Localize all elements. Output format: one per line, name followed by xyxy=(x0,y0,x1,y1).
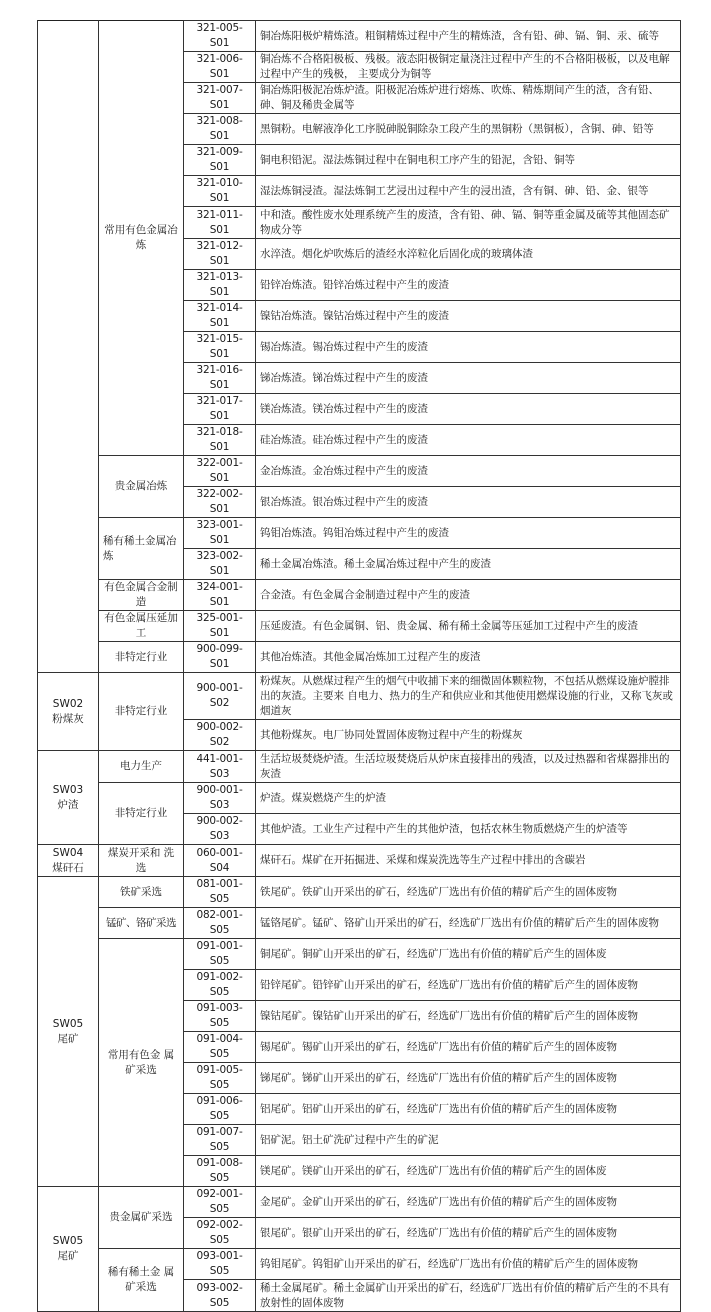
desc-cell: 粉煤灰。从燃煤过程产生的烟气中收捕下来的细微固体颗粒物，不包括从燃煤设施炉膛排出的灰渣。主要来 自电力、热力的生产和供应业和其他使用燃煤设施的行业，又称飞灰或烟道灰 xyxy=(256,673,681,720)
desc-cell: 金冶炼渣。金冶炼过程中产生的废渣 xyxy=(256,456,681,487)
desc-cell: 钨钼尾矿。钨钼矿山开采出的矿石，经选矿厂选出有价值的精矿后产生的固体废物 xyxy=(256,1249,681,1280)
table-row xyxy=(38,642,681,673)
code-cell: 321-006-S01 xyxy=(184,52,256,83)
industry-cell: 电力生产 xyxy=(99,751,184,783)
desc-cell: 银冶炼渣。银冶炼过程中产生的废渣 xyxy=(256,487,681,518)
table-row xyxy=(38,877,681,908)
desc-cell: 铜冶炼阳极炉精炼渣。粗铜精炼过程中产生的精炼渣，含有铅、砷、镉、铜、汞、硫等 xyxy=(256,21,681,52)
industry-label: 常用有色金属冶炼 xyxy=(104,224,178,251)
table-row xyxy=(38,611,681,642)
code-cell: 322-002-S01 xyxy=(184,487,256,518)
sw01-continued-group xyxy=(38,21,681,673)
code-cell: 321-007-S01 xyxy=(184,83,256,114)
industry-cell: 稀有稀土金 属矿采选 xyxy=(99,1249,184,1312)
industry-cell: 非特定行业 xyxy=(99,783,184,845)
sw04-group xyxy=(38,845,681,877)
desc-cell: 铁尾矿。铁矿山开采出的矿石，经选矿厂选出有价值的精矿后产生的固体废物 xyxy=(256,877,681,908)
category-cell xyxy=(38,1187,99,1312)
industry-cell: 有色金属压延加工 xyxy=(99,611,184,642)
code-cell: 321-018-S01 xyxy=(184,425,256,456)
code-cell: 900-099-S01 xyxy=(184,642,256,673)
code-cell: 900-002-S03 xyxy=(184,814,256,845)
category-name: 尾矿 xyxy=(57,1250,79,1262)
table-row xyxy=(38,783,681,814)
code-cell: 092-001-S05 xyxy=(184,1187,256,1218)
code-cell: 322-001-S01 xyxy=(184,456,256,487)
code-cell: 091-001-S05 xyxy=(184,939,256,970)
desc-cell: 铜尾矿。铜矿山开采出的矿石，经选矿厂选出有价值的精矿后产生的固体废 xyxy=(256,939,681,970)
table-row xyxy=(38,908,681,939)
code-cell: 321-014-S01 xyxy=(184,301,256,332)
code-cell: 091-004-S05 xyxy=(184,1032,256,1063)
category-name: 煤矸石 xyxy=(52,861,84,874)
code-cell: 441-001-S03 xyxy=(184,751,256,783)
sw05-group-b xyxy=(38,1187,681,1312)
code-cell: 321-015-S01 xyxy=(184,332,256,363)
industry-cell: 非特定行业 xyxy=(99,642,184,673)
code-cell: 060-001-S04 xyxy=(184,845,256,877)
desc-cell: 锑冶炼渣。锑冶炼过程中产生的废渣 xyxy=(256,363,681,394)
table-row xyxy=(38,939,681,970)
desc-cell: 锡尾矿。锡矿山开采出的矿石，经选矿厂选出有价值的精矿后产生的固体废物 xyxy=(256,1032,681,1063)
category-code: SW02 xyxy=(52,697,84,710)
desc-cell: 其他冶炼渣。其他金属冶炼加工过程产生的废渣 xyxy=(256,642,681,673)
code-cell: 900-001-S03 xyxy=(184,783,256,814)
code-cell: 321-005-S01 xyxy=(184,21,256,52)
desc-cell: 煤矸石。煤矿在开拓掘进、采煤和煤炭洗选等生产过程中排出的含碳岩 xyxy=(256,845,681,877)
code-cell: 325-001-S01 xyxy=(184,611,256,642)
desc-cell: 银尾矿。银矿山开采出的矿石，经选矿厂选出有价值的精矿后产生的固体废物 xyxy=(256,1218,681,1249)
desc-cell: 铜冶炼不合格阳极板、残极。液态阳极铜定量浇注过程中产生的不合格阳极板，以及电解过程中产生的残极， 主要成分为铜等 xyxy=(256,52,681,83)
desc-cell: 水淬渣。烟化炉吹炼后的渣经水淬粒化后固化成的玻璃体渣 xyxy=(256,239,681,270)
code-cell: 321-012-S01 xyxy=(184,239,256,270)
industry-cell: 铁矿采选 xyxy=(99,877,184,908)
desc-cell: 金尾矿。金矿山开采出的矿石，经选矿厂选出有价值的精矿后产生的固体废物 xyxy=(256,1187,681,1218)
desc-cell: 其他炉渣。工业生产过程中产生的其他炉渣，包括农林生物质燃烧产生的炉渣等 xyxy=(256,814,681,845)
code-cell: 091-008-S05 xyxy=(184,1156,256,1187)
industry-cell: 煤炭开采和 洗选 xyxy=(99,845,184,877)
table-row xyxy=(38,845,681,877)
category-name: 粉煤灰 xyxy=(52,712,84,725)
desc-cell: 镍钴冶炼渣。镍钴冶炼过程中产生的废渣 xyxy=(256,301,681,332)
code-cell: 321-009-S01 xyxy=(184,145,256,176)
desc-cell: 铅锌冶炼渣。铅锌冶炼过程中产生的废渣 xyxy=(256,270,681,301)
category-cell xyxy=(38,751,99,845)
desc-cell: 镍钴尾矿。镍钴矿山开采出的矿石，经选矿厂选出有价值的精矿后产生的固体废物 xyxy=(256,1001,681,1032)
industry-cell: 锰矿、铬矿采选 xyxy=(99,908,184,939)
desc-cell: 镁尾矿。镁矿山开采出的矿石，经选矿厂选出有价值的精矿后产生的固体废 xyxy=(256,1156,681,1187)
table-row xyxy=(38,673,681,720)
desc-cell: 锑尾矿。锑矿山开采出的矿石，经选矿厂选出有价值的精矿后产生的固体废物 xyxy=(256,1063,681,1094)
table-row xyxy=(38,21,681,52)
desc-cell: 硅冶炼渣。硅冶炼过程中产生的废渣 xyxy=(256,425,681,456)
code-cell: 900-001-S02 xyxy=(184,673,256,720)
category-code: SW05 xyxy=(52,1017,84,1030)
code-cell: 091-007-S05 xyxy=(184,1125,256,1156)
code-cell: 093-001-S05 xyxy=(184,1249,256,1280)
code-cell: 324-001-S01 xyxy=(184,580,256,611)
table-row xyxy=(38,580,681,611)
code-cell: 323-002-S01 xyxy=(184,549,256,580)
category-name: 尾矿 xyxy=(57,1032,79,1045)
category-cell xyxy=(38,21,99,673)
desc-cell: 黑铜粉。电解液净化工序脱砷脱铜除杂工段产生的黑铜粉（黑铜板），含铜、砷、铅等 xyxy=(256,114,681,145)
desc-cell: 中和渣。酸性废水处理系统产生的废渣，含有铅、砷、镉、铜等重金属及硫等其他固态矿物成分等 xyxy=(256,207,681,239)
industry-cell: 稀有稀土金属冶炼 xyxy=(99,518,184,580)
desc-cell: 生活垃圾焚烧炉渣。生活垃圾焚烧后从炉床直接排出的残渣，以及过热器和省煤器排出的灰渣 xyxy=(256,751,681,783)
desc-cell: 铝矿泥。铝土矿洗矿过程中产生的矿泥 xyxy=(256,1125,681,1156)
sw03-group xyxy=(38,751,681,845)
code-cell: 900-002-S02 xyxy=(184,720,256,751)
industry-cell: 贵金属冶炼 xyxy=(99,456,184,518)
category-cell xyxy=(38,845,99,877)
industry-cell xyxy=(99,21,184,456)
industry-cell: 贵金属矿采选 xyxy=(99,1187,184,1249)
code-cell: 321-013-S01 xyxy=(184,270,256,301)
code-cell: 091-005-S05 xyxy=(184,1063,256,1094)
code-cell: 321-008-S01 xyxy=(184,114,256,145)
desc-cell: 铜电积铅泥。湿法炼铜过程中在铜电积工序产生的铅泥，含铅、铜等 xyxy=(256,145,681,176)
desc-cell: 锰铬尾矿。锰矿、铬矿山开采出的矿石，经选矿厂选出有价值的精矿后产生的固体废物 xyxy=(256,908,681,939)
code-cell: 321-017-S01 xyxy=(184,394,256,425)
table-row xyxy=(38,1249,681,1280)
desc-cell: 锡冶炼渣。锡冶炼过程中产生的废渣 xyxy=(256,332,681,363)
code-cell: 093-002-S05 xyxy=(184,1280,256,1312)
sw02-group xyxy=(38,673,681,751)
code-cell: 091-002-S05 xyxy=(184,970,256,1001)
desc-cell: 其他粉煤灰。电厂协同处置固体废物过程中产生的粉煤灰 xyxy=(256,720,681,751)
solid-waste-classification-table xyxy=(37,20,681,1312)
category-name: 炉渣 xyxy=(57,798,79,811)
desc-cell: 铜冶炼阳极泥冶炼炉渣。阳极泥冶炼炉进行熔炼、吹炼、精炼期间产生的渣，含有铅、砷、铜及稀贵金属等 xyxy=(256,83,681,114)
code-cell: 092-002-S05 xyxy=(184,1218,256,1249)
desc-cell: 钨钼冶炼渣。钨钼冶炼过程中产生的废渣 xyxy=(256,518,681,549)
desc-cell: 铅锌尾矿。铅锌矿山开采出的矿石，经选矿厂选出有价值的精矿后产生的固体废物 xyxy=(256,970,681,1001)
code-cell: 321-016-S01 xyxy=(184,363,256,394)
code-cell: 323-001-S01 xyxy=(184,518,256,549)
desc-cell: 稀土金属冶炼渣。稀土金属冶炼过程中产生的废渣 xyxy=(256,549,681,580)
code-cell: 321-010-S01 xyxy=(184,176,256,207)
code-cell: 081-001-S05 xyxy=(184,877,256,908)
desc-cell: 稀土金属尾矿。稀土金属矿山开采出的矿石，经选矿厂选出有价值的精矿后产生的不具有放射性的固体废物 xyxy=(256,1280,681,1312)
category-cell xyxy=(38,673,99,751)
code-cell: 091-006-S05 xyxy=(184,1094,256,1125)
code-cell: 321-011-S01 xyxy=(184,207,256,239)
desc-cell: 湿法炼铜浸渣。湿法炼铜工艺浸出过程中产生的浸出渣，含有铜、砷、铅、金、银等 xyxy=(256,176,681,207)
code-cell: 082-001-S05 xyxy=(184,908,256,939)
desc-cell: 铝尾矿。铝矿山开采出的矿石，经选矿厂选出有价值的精矿后产生的固体废物 xyxy=(256,1094,681,1125)
sw05-group-a xyxy=(38,877,681,1187)
industry-cell: 非特定行业 xyxy=(99,673,184,751)
desc-cell: 镁冶炼渣。镁冶炼过程中产生的废渣 xyxy=(256,394,681,425)
industry-cell: 常用有色金 属矿采选 xyxy=(99,939,184,1187)
category-code: SW05 xyxy=(52,1235,84,1247)
table-row xyxy=(38,1187,681,1218)
table-row xyxy=(38,456,681,487)
table-row xyxy=(38,518,681,549)
category-code: SW04 xyxy=(52,846,84,859)
category-code: SW03 xyxy=(52,783,84,796)
desc-cell: 炉渣。煤炭燃烧产生的炉渣 xyxy=(256,783,681,814)
desc-cell: 合金渣。有色金属合金制造过程中产生的废渣 xyxy=(256,580,681,611)
code-cell: 091-003-S05 xyxy=(184,1001,256,1032)
table-row xyxy=(38,751,681,783)
industry-cell: 有色金属合金制造 xyxy=(99,580,184,611)
desc-cell: 压延废渣。有色金属铜、铝、贵金属、稀有稀土金属等压延加工过程中产生的废渣 xyxy=(256,611,681,642)
category-cell xyxy=(38,877,99,1187)
